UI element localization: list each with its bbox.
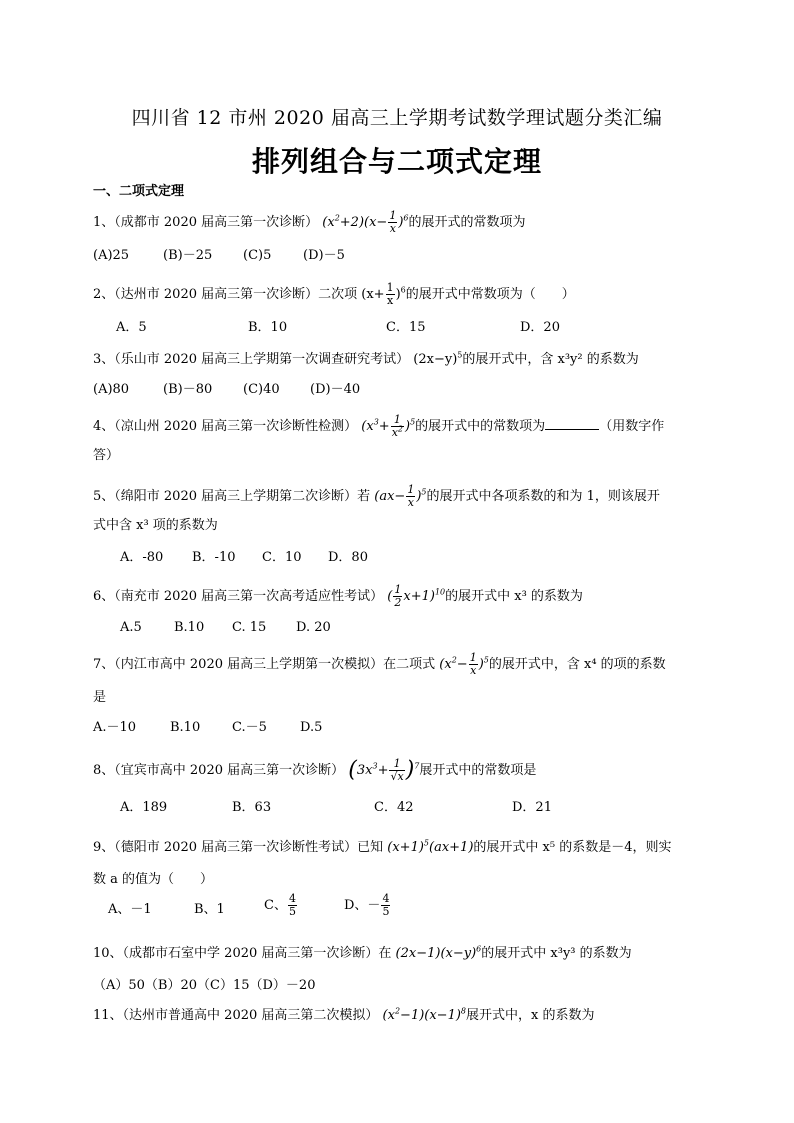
option-c: C．15: [386, 320, 426, 335]
option-c: C、 $\frac{4}{5}$: [264, 892, 296, 918]
option-b: (B)－80: [163, 382, 213, 397]
option-b: B、1: [194, 902, 225, 917]
document-title: 四川省 12 市州 2020 届高三上学期考试数学理试题分类汇编: [131, 107, 663, 129]
question-9-continued: 数 a 的值为（ ）: [93, 872, 214, 887]
option-c: (C)40: [243, 382, 280, 397]
option-b: B．63: [232, 800, 272, 815]
question-7: 7、（内江市高中 2020 届高三上学期第一次模拟）在二项式 ($x^2-$ $\frac{1}{x}$ )$^5$的展开式中，含 x⁴ 的项的系数: [93, 651, 666, 677]
option-b: B.10: [174, 620, 205, 635]
option-d: D.5: [300, 720, 323, 735]
question-4: 4、（凉山州 2020 届高三第一次诊断性检测） ($x^3+$ $\frac{1}{x^2}$ )$^5$的展开式中的常数项为 （用数字作: [93, 413, 665, 439]
option-d: (D)－40: [310, 382, 361, 397]
question-1: 1、（成都市 2020 届高三第一次诊断） $(x^2+2)(x-$ $\frac{1}{x}$ )$^6$的展开式的常数项为: [93, 209, 526, 235]
options-line: （A）50（B）20（C）15（D）－20: [93, 978, 316, 993]
option-a: A、－1: [108, 902, 152, 917]
option-c: C. 15: [232, 620, 267, 635]
option-a: (A)25: [93, 248, 130, 263]
formula: $(x+1)^5(ax+1)$: [387, 838, 474, 855]
option-d: D．80: [328, 550, 368, 565]
option-a: A．-80: [120, 550, 164, 565]
option-a: A.5: [120, 620, 142, 635]
formula: $(x^2-1)(x-1)^8$: [382, 1006, 467, 1023]
option-b: B．-10: [192, 550, 236, 565]
formula: $(x^2+2)(x-$ $\frac{1}{x}$ )$^6$: [322, 209, 409, 235]
option-b: B．10: [248, 320, 288, 335]
question-10: 10、（成都市石室中学 2020 届高三第一次诊断）在 $(2x-1)(x-y)^6$的展开式中 x³y³ 的系数为: [93, 944, 632, 961]
formula: (x+ $\frac{1}{x}$ )$^6$: [361, 281, 406, 307]
question-3: 3、（乐山市 2020 届高三上学期第一次调查研究考试） $(2x-y)^5$的展开式中，含 x³y² 的系数为: [93, 350, 639, 367]
answer-blank: [545, 417, 599, 430]
option-d: D．20: [520, 320, 560, 335]
question-6: 6、（南充市 2020 届高三第一次高考适应性考试） ( $\frac{1}{2}$ x+1)$^{10}$的展开式中 x³ 的系数为: [93, 583, 583, 609]
question-4-continued: 答）: [93, 448, 120, 463]
option-d: D、－ $\frac{4}{5}$: [344, 892, 390, 918]
document-subtitle: 排列组合与二项式定理: [251, 145, 542, 178]
formula: ($x^2-$ $\frac{1}{x}$ )$^5$: [439, 651, 489, 677]
option-d: (D)－5: [303, 248, 345, 263]
option-b: B.10: [170, 720, 201, 735]
option-d: D．21: [512, 800, 552, 815]
option-c: C．10: [262, 550, 302, 565]
option-d: D. 20: [296, 620, 331, 635]
option-a: A．189: [120, 800, 168, 815]
formula: $(2x-1)(x-y)^6$: [395, 944, 482, 961]
question-5: 5、（绵阳市 2020 届高三上学期第二次诊断）若 (ax− $\frac{1}{x}$ )$^5$的展开式中各项系数的和为 1，则该展开: [93, 483, 660, 509]
question-9: 9、（德阳市 2020 届高三第一次诊断性考试）已知 $(x+1)^5(ax+1)$的展开式中 x⁵ 的系数是－4，则实: [93, 838, 672, 855]
option-a: A．5: [116, 320, 147, 335]
formula: ( $\frac{1}{2}$ x+1)$^{10}$: [387, 583, 446, 609]
option-c: C.－5: [232, 720, 267, 735]
option-c: C．42: [374, 800, 414, 815]
formula: $(2x-y)^5$: [413, 350, 463, 367]
option-a: A.－10: [93, 720, 137, 735]
section-heading: 一、二项式定理: [93, 184, 185, 199]
question-8: 8、（宜宾市高中 2020 届高三第一次诊断） ($3x^3+$ $\frac{1}{√x}$ )$^7$展开式中的常数项是: [93, 757, 537, 783]
formula: (ax− $\frac{1}{x}$ )$^5$: [374, 483, 427, 509]
option-b: (B)－25: [163, 248, 213, 263]
question-7-continued: 是: [93, 690, 107, 705]
formula: ($3x^3+$ $\frac{1}{√x}$ )$^7$: [348, 757, 420, 783]
question-2: 2、（达州市 2020 届高三第一次诊断）二次项 (x+ $\frac{1}{x}$ )$^6$的展开式中常数项为（ ）: [93, 281, 575, 307]
formula: ($x^3+$ $\frac{1}{x^2}$ )$^5$: [361, 413, 416, 439]
option-a: (A)80: [93, 382, 130, 397]
option-c: (C)5: [243, 248, 272, 263]
question-11: 11、（达州市普通高中 2020 届高三第二次模拟） $(x^2-1)(x-1)^8$展开式中，x 的系数为: [93, 1006, 595, 1023]
question-5-continued: 式中含 x³ 项的系数为: [93, 518, 218, 533]
